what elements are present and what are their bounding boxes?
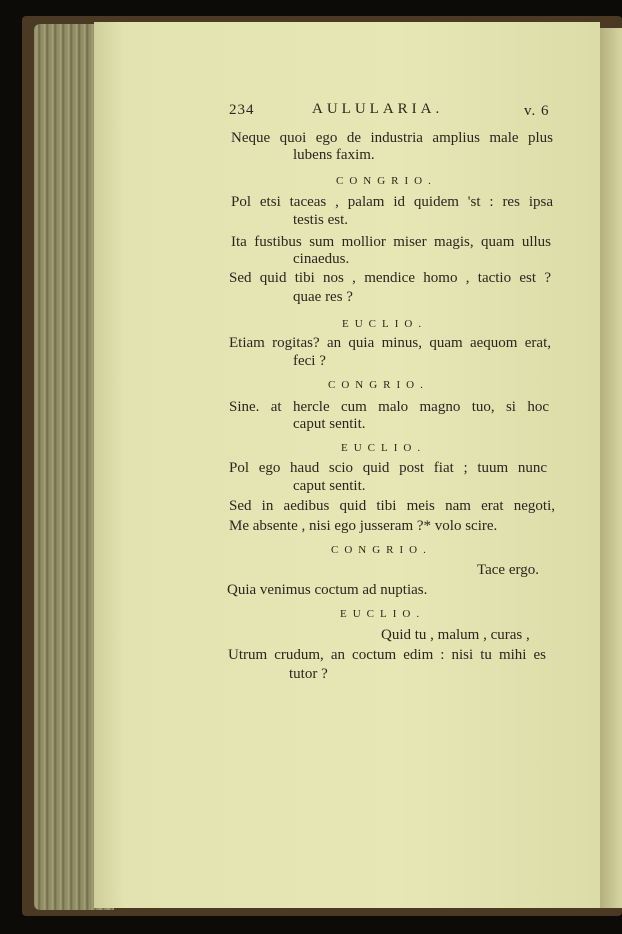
speaker-name: EUCLIO. <box>341 442 427 454</box>
verse-line: feci ? <box>293 353 326 369</box>
verse-line: Sed quid tibi nos , mendice homo , tactio est ? <box>229 270 551 286</box>
speaker-name: EUCLIO. <box>342 318 428 330</box>
verse-line: Me absente , nisi ego jusseram ?* volo scire. <box>229 518 498 534</box>
verse-line: Neque quoi ego de industria amplius male plus <box>231 130 553 146</box>
speaker-name: EUCLIO. <box>340 608 426 620</box>
act-scene: v. 6 <box>524 103 550 119</box>
page-number: 234 <box>229 102 255 118</box>
verse-line: Ita fustibus sum mollior miser magis, quam ullus <box>231 234 551 250</box>
verse-line: Quia venimus coctum ad nuptias. <box>227 582 428 598</box>
verse-line: tutor ? <box>289 666 328 682</box>
verse-line: Etiam rogitas? an quia minus, quam aequom erat, <box>229 335 551 351</box>
verse-line: Tace ergo. <box>477 562 539 578</box>
speaker-name: CONGRIO. <box>331 544 432 556</box>
verse-line: cinaedus. <box>293 251 350 267</box>
verse-line: lubens faxim. <box>293 147 375 163</box>
verse-line: Sed in aedibus quid tibi meis nam erat negoti, <box>229 498 555 514</box>
verse-line: caput sentit. <box>293 416 366 432</box>
verse-line: Quid tu , malum , curas , <box>381 627 530 643</box>
verse-line: Utrum crudum, an coctum edim : nisi tu mihi es <box>228 647 546 663</box>
speaker-name: CONGRIO. <box>328 379 429 391</box>
verse-line: Pol ego haud scio quid post fiat ; tuum nunc <box>229 460 547 476</box>
verse-line: testis est. <box>293 212 348 228</box>
verse-line: caput sentit. <box>293 478 366 494</box>
verse-line: quae res ? <box>293 289 353 305</box>
verse-line: Pol etsi taceas , palam id quidem 'st : res ipsa <box>231 194 553 210</box>
speaker-name: CONGRIO. <box>336 175 437 187</box>
running-title: AULULARIA. <box>312 101 444 117</box>
verse-line: Sine. at hercle cum malo magno tuo, si hoc <box>229 399 549 415</box>
